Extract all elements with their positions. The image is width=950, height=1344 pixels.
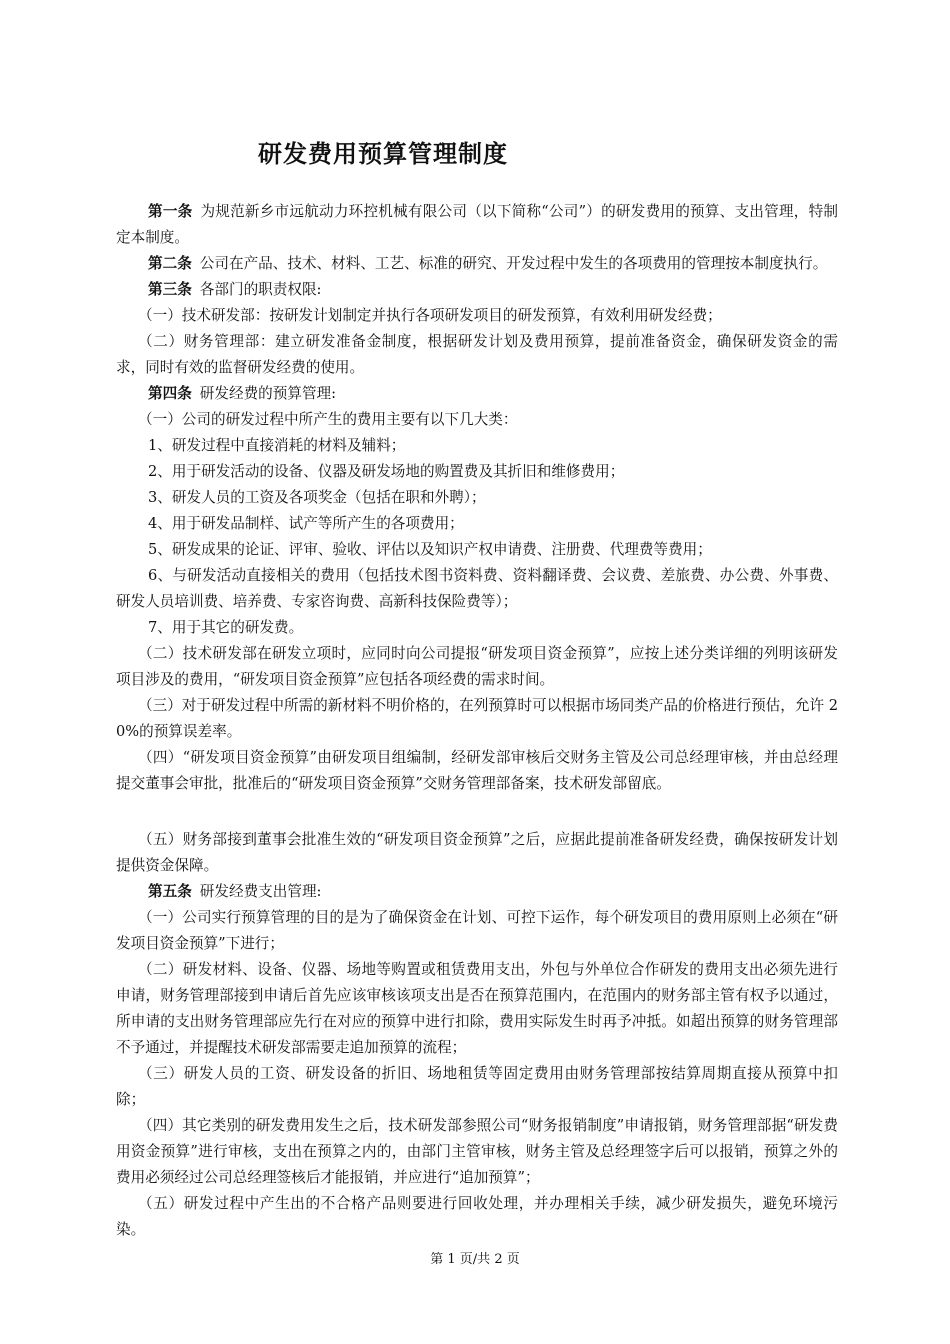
expense-item-3: 3、研发人员的工资及各项奖金（包括在职和外聘）； [148,489,486,506]
article-5-item-2: （二）研发材料、设备、仪器、场地等购置或租赁费用支出，外包与外单位合作研发的费用支出必须先进行申请，财务管理部接到申请后首先应该审核该项支出是否在预算范围内，在范围内的财务部主管有权予以通过，所申请的支出财务管理部应先行在对应的预算中进行扣除，费用实际发生时再予冲抵。如超出预算的财务管理部不予通过，并提醒技术研发部需要走追加预算的流程； [116,961,838,1056]
article-4-label: 第四条 [148,385,192,402]
article-2 [116,251,838,277]
page-footer: 第 1 页/共 2 页 [430,1252,520,1267]
expense-item-7: 7、用于其它的研发费。 [148,619,304,636]
article-4-item-3: （三）对于研发过程中所需的新材料不明价格的，在列预算时可以根据市场同类产品的价格进行预估，允许 20%的预算误差率。 [116,697,838,740]
expense-item-6: 6、与研发活动直接相关的费用（包括技术图书资料费、资料翻译费、会议费、差旅费、办公费、外事费、研发人员培训费、培养费、专家咨询费、高新科技保险费等）； [116,567,838,610]
article-3-label: 第三条 [148,281,192,298]
article-4-text: 研发经费的预算管理: [199,385,337,402]
article-3-item-1: （一）技术研发部：按研发计划制定并执行各项研发项目的研发预算，有效利用研发经费； [138,307,722,324]
article-5-item-4: （四）其它类别的研发费用发生之后，技术研发部参照公司“财务报销制度”申请报销，财务管理部据“研发费用资金预算”进行审核，支出在预算之内的，由部门主管审核，财务主管及总经理签字后可以报销，预算之外的费用必须经过公司总经理签核后才能报销，并应进行“追加预算”； [116,1117,838,1186]
article-2-text: 公司在产品、技术、材料、工艺、标准的研究、开发过程中发生的各项费用的管理按本制度执行。 [199,255,828,272]
article-5-item-1: （一）公司实行预算管理的目的是为了确保资金在计划、可控下运作，每个研发项目的费用原则上必须在“研发项目资金预算”下进行； [116,909,838,952]
article-5 [116,879,838,905]
article-4-intro: （一）公司的研发过程中所产生的费用主要有以下几大类： [138,411,518,428]
expense-item-2: 2、用于研发活动的设备、仪器及研发场地的购置费及其折旧和维修费用； [148,463,625,480]
article-5-item-3: （三）研发人员的工资、研发设备的折旧、场地租赁等固定费用由财务管理部按结算周期直接从预算中扣除； [116,1065,838,1108]
expense-item-5: 5、研发成果的论证、评审、验收、评估以及知识产权申请费、注册费、代理费等费用； [148,541,712,558]
article-4 [116,381,838,407]
article-1 [116,199,838,251]
article-1-label: 第一条 [148,203,193,220]
document-title: 研发费用预算管理制度 [258,140,508,168]
article-4-item-5: （五）财务部接到董事会批准生效的“研发项目资金预算”之后，应据此提前准备研发经费，确保按研发计划提供资金保障。 [116,831,838,874]
article-3-text: 各部门的职责权限: [199,281,322,298]
document-body [116,199,838,1243]
article-3 [116,277,838,303]
expense-item-1: 1、研发过程中直接消耗的材料及辅料； [148,437,406,454]
article-4-item-4: （四）“研发项目资金预算”由研发项目组编制，经研发部审核后交财务主管及公司总经理审核，并由总经理提交董事会审批，批准后的“研发项目资金预算”交财务管理部备案，技术研发部留底。 [116,749,838,792]
article-5-text: 研发经费支出管理: [199,883,322,900]
article-1-text: 为规范新乡市远航动力环控机械有限公司（以下简称“公司”）的研发费用的预算、支出管理，特制定本制度。 [116,203,838,246]
article-4-item-2: （二）技术研发部在研发立项时，应同时向公司提报“研发项目资金预算”，应按上述分类详细的列明该研发项目涉及的费用，“研发项目资金预算”应包括各项经费的需求时间。 [116,645,838,688]
article-5-label: 第五条 [148,883,192,900]
paragraph-gap [116,797,838,827]
article-5-item-5: （五）研发过程中产生出的不合格产品则要进行回收处理，并办理相关手续，减少研发损失，避免环境污染。 [116,1195,838,1238]
article-3-item-2: （二）财务管理部：建立研发准备金制度，根据研发计划及费用预算，提前准备资金，确保研发资金的需求，同时有效的监督研发经费的使用。 [116,333,838,376]
article-2-label: 第二条 [148,255,192,272]
expense-item-4: 4、用于研发品制样、试产等所产生的各项费用； [148,515,464,532]
